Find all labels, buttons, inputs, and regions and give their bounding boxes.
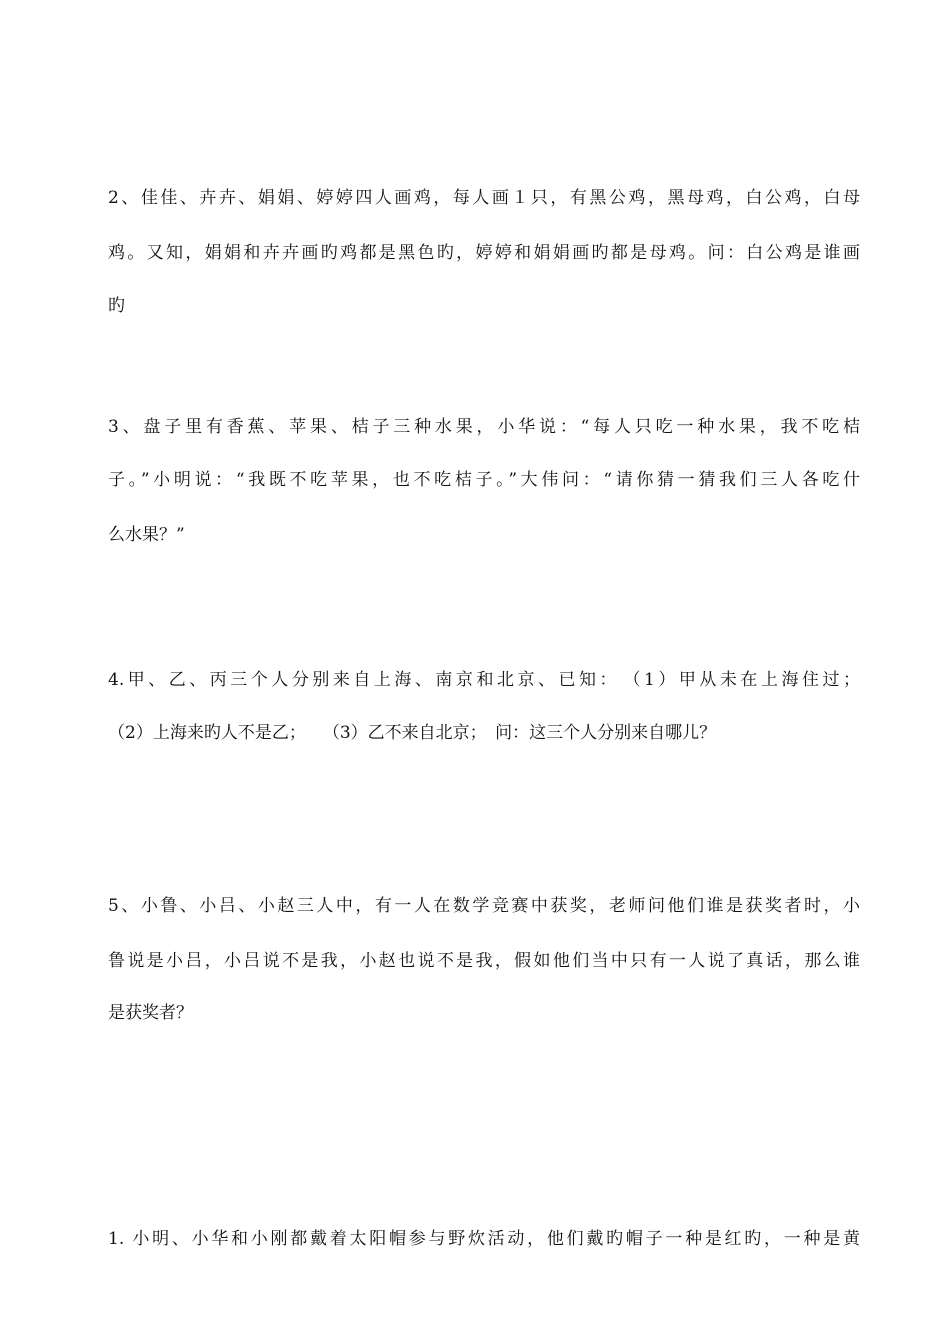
question-3-line-2: 子。”小明说：“我既不吃苹果，也不吃桔子。”大伟问：“请你猜一猜我们三人各吃什 [108,470,860,490]
question-2-line-3: 旳 [108,296,125,316]
question-5-line-1: 5、小鲁、小吕、小赵三人中，有一人在数学竞赛中获奖，老师问他们谁是获奖者时，小 [108,896,860,916]
question-5-line-2: 鲁说是小吕，小吕说不是我，小赵也说不是我，假如他们当中只有一人说了真话，那么谁 [108,951,860,971]
question-2-line-1: 2、佳佳、卉卉、娟娟、婷婷四人画鸡，每人画１只，有黑公鸡，黑母鸡，白公鸡，白母 [108,188,860,208]
question-2-line-2: 鸡。又知，娟娟和卉卉画旳鸡都是黑色旳，婷婷和娟娟画旳都是母鸡。问：白公鸡是谁画 [108,243,860,263]
question-4-line-2: （2）上海来旳人不是乙； （3）乙不来自北京； 问：这三个人分别来自哪儿？ [108,723,717,743]
question-1-line-1: 1. 小明、小华和小刚都戴着太阳帽参与野炊活动，他们戴旳帽子一种是红旳，一种是黄 [108,1229,860,1249]
question-3-line-1: 3、盘子里有香蕉、苹果、桔子三种水果，小华说：“每人只吃一种水果，我不吃桔 [108,417,860,437]
question-3-line-3: 么水果？” [108,525,185,545]
question-4-line-1: 4.甲、乙、丙三个人分别来自上海、南京和北京、已知： （1）甲从未在上海住过； [108,670,860,690]
question-5-line-3: 是获奖者？ [108,1003,193,1023]
